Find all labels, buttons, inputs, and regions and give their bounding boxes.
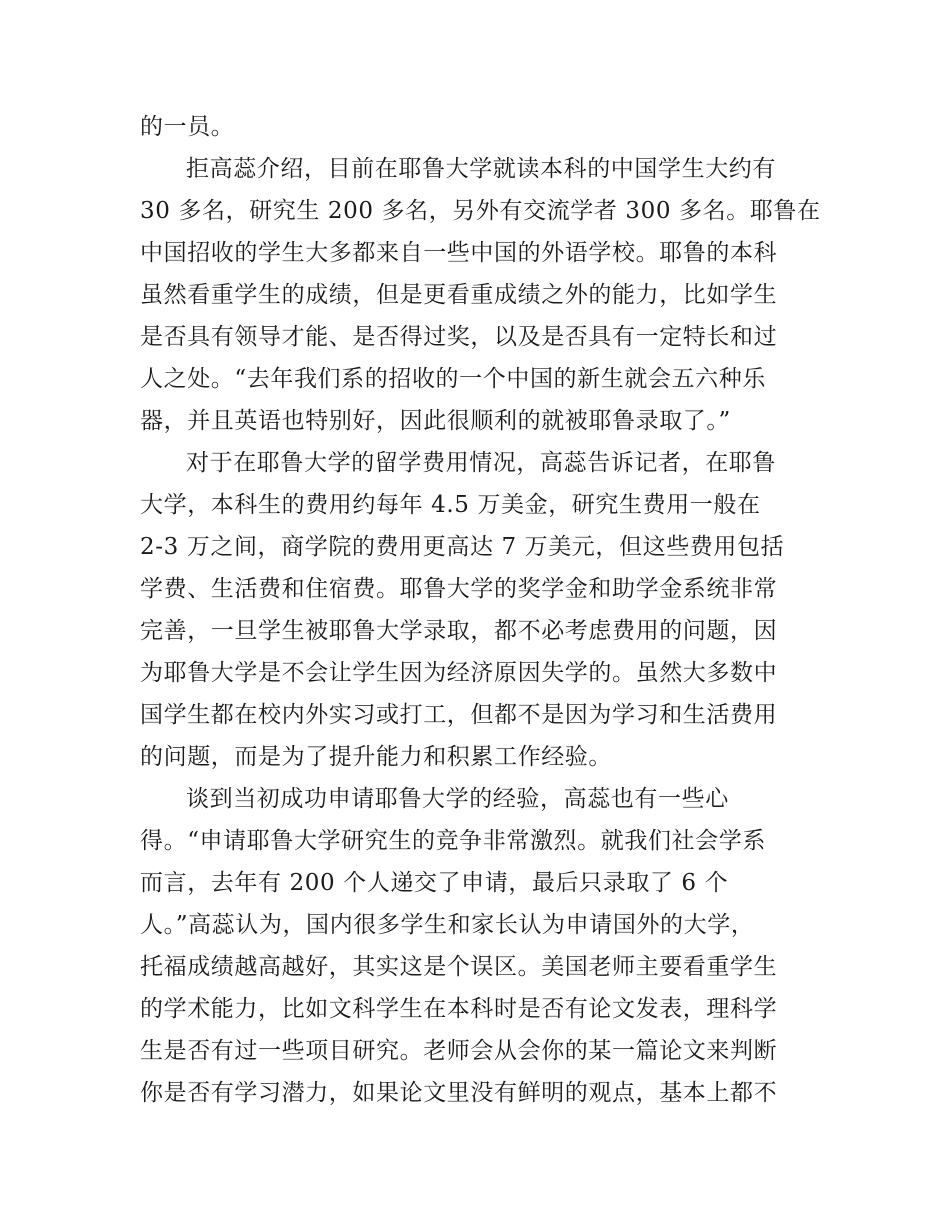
text-line: 虽然看重学生的成绩，但是更看重成绩之外的能力，比如学生 <box>140 282 778 308</box>
text-line: 是否具有领导才能、是否得过奖，以及是否具有一定特长和过 <box>140 324 778 350</box>
paragraph-first-line: 对于在耶鲁大学的留学费用情况，高蕊告诉记者，在耶鲁 <box>186 450 776 476</box>
text-line: 生是否有过一些项目研究。老师会从会你的某一篇论文来判断 <box>140 1038 778 1064</box>
text-line: 中国招收的学生大多都来自一些中国的外语学校。耶鲁的本科 <box>140 240 778 266</box>
text-line: 器，并且英语也特别好，因此很顺利的就被耶鲁录取了。” <box>140 408 731 434</box>
text-line: 你是否有学习潜力，如果论文里没有鲜明的观点，基本上都不 <box>140 1080 778 1106</box>
text-line: 国学生都在校内外实习或打工，但都不是因为学习和生活费用 <box>140 702 778 728</box>
text-line: 得。“申请耶鲁大学研究生的竞争非常激烈。就我们社会学系 <box>140 828 766 854</box>
text-line: 人之处。“去年我们系的招收的一个中国的新生就会五六种乐 <box>140 366 766 392</box>
text-line: 的一员。 <box>140 114 235 140</box>
text-line: 为耶鲁大学是不会让学生因为经济原因失学的。虽然大多数中 <box>140 660 778 686</box>
text-line: 而言，去年有 200 个人递交了申请，最后只录取了 6 个 <box>140 870 729 896</box>
text-line: 人。”高蕊认为，国内很多学生和家长认为申请国外的大学， <box>140 912 755 938</box>
body-text <box>140 106 820 1114</box>
text-line: 大学，本科生的费用约每年 4.5 万美金，研究生费用一般在 <box>140 492 761 518</box>
text-line: 30 多名，研究生 200 多名，另外有交流学者 300 多名。耶鲁在 <box>140 198 821 224</box>
text-line: 托福成绩越高越好，其实这是个误区。美国老师主要看重学生 <box>140 954 778 980</box>
text-line: 完善，一旦学生被耶鲁大学录取，都不必考虑费用的问题，因 <box>140 618 778 644</box>
paragraph-first-line: 谈到当初成功申请耶鲁大学的经验，高蕊也有一些心 <box>186 786 729 812</box>
text-line: 的学术能力，比如文科学生在本科时是否有论文发表，理科学 <box>140 996 778 1022</box>
text-line: 的问题，而是为了提升能力和积累工作经验。 <box>140 744 612 770</box>
text-line: 学费、生活费和住宿费。耶鲁大学的奖学金和助学金系统非常 <box>140 576 778 602</box>
paragraph-first-line: 拒高蕊介绍，目前在耶鲁大学就读本科的中国学生大约有 <box>186 156 776 182</box>
text-line: 2-3 万之间，商学院的费用更高达 7 万美元，但这些费用包括 <box>140 534 785 560</box>
